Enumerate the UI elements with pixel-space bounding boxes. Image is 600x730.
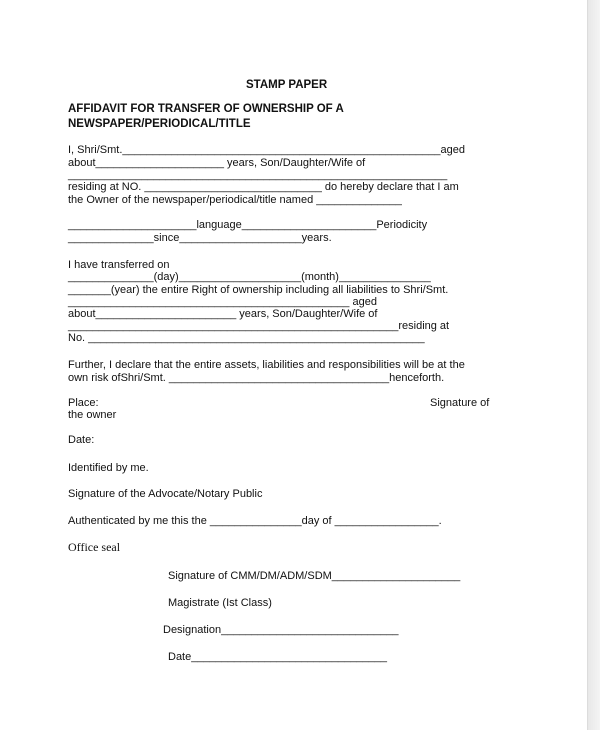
signature-of-label: Signature of (430, 397, 490, 409)
para2-line: ______________________________________________________residing at (68, 320, 450, 332)
para2-line: I have transferred on (68, 259, 170, 271)
para1-line: I, Shri/Smt.____________________________________________________aged (68, 144, 465, 156)
para1-line: residing at NO. _____________________________ do hereby declare that I am (68, 181, 459, 193)
identified-by-text: Identified by me. (68, 462, 149, 474)
place-label: Place: (68, 397, 99, 409)
para1-line: _____________________language______________________Periodicity (68, 219, 428, 231)
authenticated-line: Authenticated by me this the _______________day of _________________. (68, 515, 442, 527)
advocate-signature-label: Signature of the Advocate/Notary Public (68, 488, 263, 500)
para2-line: ______________________________________________ aged (68, 296, 377, 308)
para3-line: own risk ofShri/Smt. ____________________________________henceforth. (68, 372, 445, 384)
para2-line: ______________(day)____________________(month)_______________ (68, 271, 431, 283)
affidavit-heading-line-2: NEWSPAPER/PERIODICAL/TITLE (68, 118, 251, 130)
affidavit-heading-line-1: AFFIDAVIT FOR TRANSFER OF OWNERSHIP OF A (68, 103, 344, 115)
para1-line: ______________________________________________________________ (68, 169, 448, 181)
para2-line: about_______________________ years, Son/Daughter/Wife of (68, 308, 378, 320)
date-label: Date: (68, 434, 95, 446)
para2-line: _______(year) the entire Right of ownership including all liabilities to Shri/Smt. (68, 284, 449, 296)
page-edge-shadow (587, 0, 600, 730)
para3-line: Further, I declare that the entire assets, liabilities and responsibilities will be at the (68, 359, 465, 371)
para2-line: No. _______________________________________________________ (68, 332, 425, 344)
the-owner-label: the owner (68, 409, 117, 421)
document-title: STAMP PAPER (246, 79, 328, 91)
para1-line: about_____________________ years, Son/Daughter/Wife of (68, 157, 366, 169)
cmm-signature-line: Signature of CMM/DM/ADM/SDM_____________________ (168, 570, 461, 582)
date-line: Date________________________________ (168, 651, 388, 663)
office-seal-label: Office seal (68, 540, 121, 554)
designation-line: Designation_____________________________ (163, 624, 399, 636)
para1-line: the Owner of the newspaper/periodical/title named ______________ (68, 194, 402, 206)
para1-line: ______________since____________________years. (68, 232, 332, 244)
magistrate-label: Magistrate (Ist Class) (168, 597, 272, 609)
